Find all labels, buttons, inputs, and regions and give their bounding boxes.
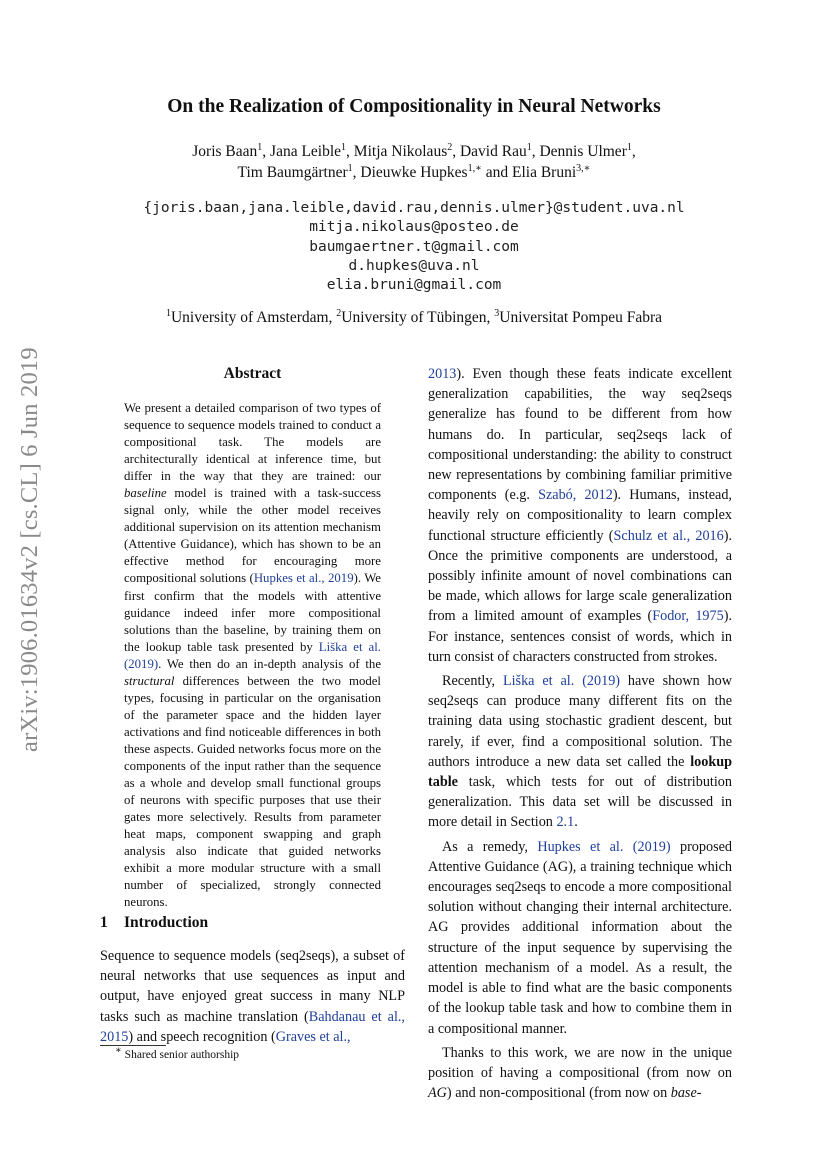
abstract-emphasis: baseline — [124, 486, 167, 501]
body-span: task, which tests for out of distribution generalization. This data set will be discussed in more detail in Section — [428, 774, 732, 831]
abstract-span: . We then do an in-depth analysis of the — [158, 656, 381, 671]
author-affil-mark: 1 — [347, 162, 353, 174]
abstract-heading: Abstract — [223, 365, 282, 382]
footnote-mark: ∗ — [115, 1045, 122, 1057]
email-line: {joris.baan,jana.leible,david.rau,dennis.ulmer}@student.uva.nl — [143, 200, 685, 216]
author-name: Tim Baumgärtner — [237, 164, 348, 181]
body-paragraph — [428, 364, 732, 667]
affil-mark: 3 — [494, 307, 500, 319]
affil-name: University of Tübingen — [341, 309, 487, 326]
author-name: Jana Leible — [270, 143, 342, 160]
body-span: Recently, — [442, 673, 503, 690]
footnote-rule — [100, 1045, 166, 1046]
intro-span: Sequence to sequence models (seq2seqs), a subset of neural networks that use sequences as input and output, have enjoyed great success in many NLP tasks such as machine translation ( — [100, 948, 405, 1025]
body-span: As a remedy, — [442, 838, 538, 855]
author-line-2: Tim Baumgärtner$^1$, Dieuwke Hupkes$^{1,∗}$ and Elia Bruni$^{3,∗}$ — [237, 162, 591, 181]
body-bold: lookup table — [428, 753, 732, 791]
abstract-span: We present a detailed comparison of two types of sequence to sequence models trained to conduct a compositional task. The models are architecturally identical at inference time, but differ in the way that they are trained: our — [124, 401, 381, 484]
section-title: Introduction — [124, 914, 209, 931]
author-line-1: Joris Baan$^1$, Jana Leible$^1$, Mitja Nikolaus$^2$, David Rau$^1$, Dennis Ulmer$^1$, — [192, 141, 636, 160]
body-paragraph — [428, 837, 732, 1039]
body-span: ) and non-compositional (from now on — [446, 1085, 671, 1102]
footnote — [115, 1045, 240, 1061]
body-span: ). For instance, sentences consist of words, which in turn consist of characters constructed from strokes. — [428, 608, 732, 665]
author-name: Mitja Nikolaus — [353, 143, 448, 160]
body-span: ). Humans, instead, heavily rely on compositionality to learn complex functional structure efficiently ( — [428, 487, 732, 544]
abstract-emphasis: structural — [124, 673, 175, 688]
citation-link[interactable]: Liška et al. (2019) — [502, 673, 621, 690]
intro-span: ) and speech recognition ( — [128, 1028, 276, 1045]
body-span: Thanks to this work, we are now in the unique position of having a compositional (from now on — [428, 1044, 732, 1081]
body-paragraph — [428, 671, 732, 833]
citation-link[interactable]: 2013 — [428, 366, 457, 382]
abstract-span: differences between the two model types, focusing in particular on the organisation of the parameter space and the hidden layer activations and find noticeable differences in both these aspects. Guided networks focus more on the components of the input rather than the sequence as a whole and develop small functional groups of neurons with specific purposes that use their gates more selectively. Results from parameter heat maps, component swapping and graph analysis also indicate that guided networks exhibit a more modular structure with a small number of specialized, strongly connected neurons. — [124, 673, 381, 910]
body-span: proposed Attentive Guidance (AG), a training technique which encourages seq2seqs to encode a more compositional solution without changing their internal architecture. AG provides additional information about the structure of the input sequence by supervising the attention mechanism of a model. As a result, the model is able to find what are the basic components of the lookup table task and how to combine them in a compositional manner. — [428, 838, 733, 1037]
author-list — [0, 141, 828, 183]
citation-link[interactable]: Bahdanau et al., 2015 — [100, 1008, 405, 1045]
arxiv-stamp: arXiv:1906.01634v2 [cs.CL] 6 Jun 2019 — [16, 347, 43, 753]
affil-name: Universitat Pompeu Fabra — [499, 309, 663, 326]
right-column — [428, 364, 732, 1103]
intro-paragraph — [100, 946, 405, 1047]
affiliations: $^1$University of Amsterdam, $^2$University of Tübingen, $^3$Universitat Pompeu Fabra — [165, 307, 663, 326]
affil-name: University of Amsterdam — [170, 309, 329, 326]
body-span: ). Even though these feats indicate excellent generalization capabilities, the way seq2seqs generalize has found to be different from how humans do. In particular, seq2seqs lack of compositional understanding: the ability to construct new representations by combining familiar primitive components (e.g. — [428, 366, 732, 504]
author-affil-mark: 1 — [526, 141, 532, 153]
citation-link[interactable]: Hupkes et al., 2019 — [253, 571, 354, 586]
abstract-span: model is trained with a task-success signal only, while the other model receives additional supervision on its attention mechanism (Attentive Guidance), which has shown to be an effective method for encouraging more compositional solutions ( — [124, 486, 381, 586]
citation-link[interactable]: Hupkes et al. (2019) — [537, 838, 671, 855]
author-affil-mark: 1 — [341, 141, 347, 153]
email-line: d.hupkes@uva.nl — [348, 257, 480, 274]
author-affil-mark: 2 — [447, 141, 453, 153]
author-affil-mark: 1,∗ — [467, 162, 482, 174]
author-affil-mark: 1 — [626, 141, 632, 153]
affil-mark: 2 — [336, 307, 342, 319]
body-emphasis: base- — [670, 1085, 702, 1102]
author-affil-mark: 1 — [257, 141, 263, 153]
body-span: ). Once the primitive components are understood, a possibly infinite amount of novel combinations can be made, which allows for large scale generalization from a limited amount of examples ( — [428, 527, 733, 625]
section-number: 1 — [100, 914, 108, 931]
email-line: elia.bruni@gmail.com — [326, 277, 502, 294]
abstract-span: ). We first confirm that the models with attentive guidance indeed infer more compositional solutions than the baseline, by training them on the lookup table task presented by — [124, 571, 381, 654]
citation-link[interactable]: Graves et al., — [275, 1028, 351, 1045]
email-line: baumgaertner.t@gmail.com — [309, 238, 519, 255]
author-affil-mark: 3,∗ — [576, 162, 591, 174]
abstract-text — [124, 400, 381, 911]
body-emphasis: AG — [428, 1085, 447, 1102]
author-name: Elia Bruni — [512, 164, 577, 181]
citation-link[interactable]: Liška et al. (2019) — [124, 639, 381, 671]
author-name: Dieuwke Hupkes — [360, 164, 468, 181]
affil-mark: 1 — [165, 307, 171, 319]
body-span: . — [574, 814, 578, 831]
section-heading — [100, 914, 400, 932]
author-conjunction: and — [485, 164, 509, 181]
section-ref-link[interactable]: 2.1 — [556, 814, 575, 831]
author-name: Dennis Ulmer — [539, 143, 627, 160]
citation-link[interactable]: Fodor, 1975 — [652, 608, 724, 625]
body-span: have shown how seq2seqs can produce many different fits on the training data using stochastic gradient descent, but rarely, if ever, find a compositional solution. The authors introduce a new data set called the — [428, 673, 732, 770]
citation-link[interactable]: Szabó, 2012 — [538, 487, 613, 504]
paper-title: On the Realization of Compositionality in Neural Networks — [167, 96, 661, 117]
author-name: Joris Baan — [192, 143, 258, 160]
footnote-text: Shared senior authorship — [124, 1049, 240, 1061]
email-line: mitja.nikolaus@posteo.de — [309, 219, 519, 236]
citation-link[interactable]: Schulz et al., 2016 — [613, 527, 724, 544]
author-emails — [0, 199, 828, 295]
body-paragraph — [428, 1043, 732, 1104]
author-name: David Rau — [459, 143, 527, 160]
